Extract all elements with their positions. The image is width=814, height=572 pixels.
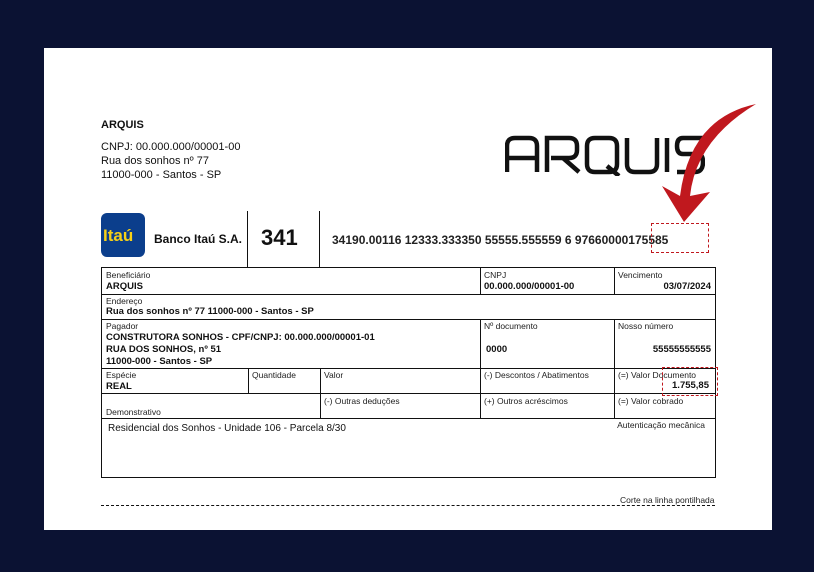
nosso-numero-value: 55555555555 (652, 344, 711, 355)
grid-line (480, 268, 481, 294)
valor-documento-label: (=) Valor Documento (618, 370, 697, 380)
quantidade-label: Quantidade (252, 370, 296, 380)
valor-cobrado-label: (=) Valor cobrado (618, 396, 684, 406)
outros-acrescimos-label: (+) Outros acréscimos (484, 396, 568, 406)
beneficiario-label: Beneficiário (106, 270, 151, 280)
descontos-label: (-) Descontos / Abatimentos (484, 370, 589, 380)
pagador-label: Pagador (106, 321, 139, 331)
pagador-line-2: RUA DOS SONHOS, nº 51 (106, 344, 222, 355)
arquis-logo-graphic (505, 132, 705, 176)
company-street: Rua dos sonhos nº 77 (101, 155, 209, 167)
divider (247, 211, 248, 267)
boleto-grid (101, 267, 716, 478)
documento-value: 0000 (486, 344, 508, 355)
grid-line (614, 268, 615, 294)
nosso-numero-label: Nosso número (618, 321, 674, 331)
grid-line (102, 418, 715, 419)
bank-code: 341 (261, 225, 298, 250)
descricao-text: Residencial dos Sonhos - Unidade 106 - Parcela 8/30 (108, 423, 346, 434)
company-cnpj: CNPJ: 00.000.000/00001-00 (101, 141, 241, 153)
cnpj-label: CNPJ (484, 270, 507, 280)
documento-label: Nº documento (484, 321, 538, 331)
grid-line (102, 319, 715, 320)
pagador-line-3: 11000-000 - Santos - SP (106, 356, 213, 367)
bank-name: Banco Itaú S.A. (154, 232, 243, 246)
valor-documento-highlight (662, 367, 718, 396)
valor-documento-value: 1.755,85 (672, 380, 709, 391)
demonstrativo-label: Demonstrativo (106, 407, 161, 417)
itau-logo-text: Itaú (103, 226, 134, 245)
grid-line (480, 319, 481, 418)
endereco-value: Rua dos sonhos nº 77 11000-000 - Santos - SP (106, 306, 314, 317)
company-city: 11000-000 - Santos - SP (101, 169, 222, 181)
grid-line (248, 368, 249, 393)
vencimento-value: 03/07/2024 (663, 281, 711, 292)
vencimento-label: Vencimento (618, 270, 663, 280)
linha-digitavel-highlight (651, 223, 709, 253)
cut-line (101, 505, 715, 506)
especie-value: REAL (106, 381, 132, 392)
itau-logo (101, 213, 145, 257)
company-header (101, 118, 240, 182)
beneficiario-value: ARQUIS (106, 281, 143, 292)
pagador-line-1: CONSTRUTORA SONHOS - CPF/CNPJ: 00.000.000/00001-01 (106, 332, 375, 343)
arquis-logo (505, 132, 705, 176)
especie-label: Espécie (106, 370, 137, 380)
autenticacao-label: Autenticação mecânica (617, 420, 705, 430)
grid-line (102, 368, 715, 369)
linha-digitavel: 34190.00116 12333.333350 55555.555559 6 97660000175585 (332, 233, 669, 247)
company-name: ARQUIS (101, 119, 144, 131)
grid-line (102, 294, 715, 295)
divider (319, 211, 320, 267)
valor-label: Valor (324, 370, 344, 380)
endereco-label: Endereço (106, 296, 143, 306)
outras-deducoes-label: (-) Outras deduções (324, 396, 400, 406)
cnpj-value: 00.000.000/00001-00 (484, 281, 575, 292)
grid-line (102, 393, 715, 394)
corte-label: Corte na linha pontilhada (620, 495, 715, 505)
bank-header-row (101, 211, 717, 267)
grid-line (614, 319, 615, 418)
grid-line (320, 368, 321, 418)
